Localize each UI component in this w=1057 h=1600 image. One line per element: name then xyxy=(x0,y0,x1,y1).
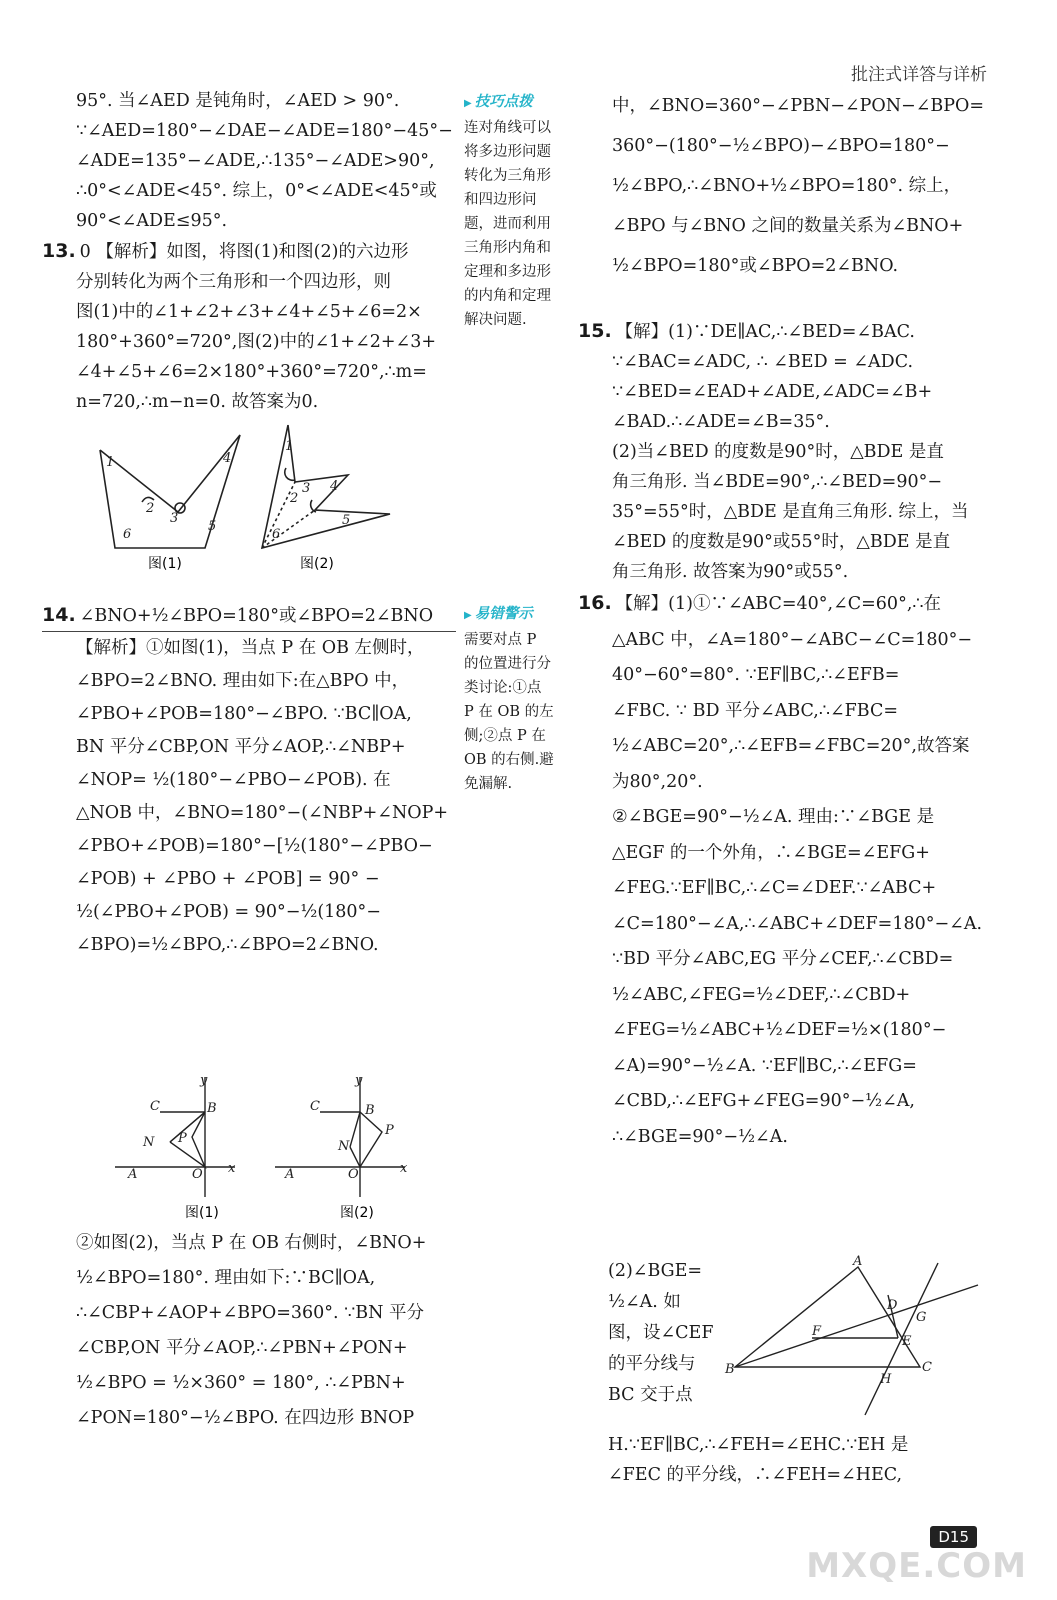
svg-text:O: O xyxy=(192,1167,203,1182)
text-line: ∴∠CBP+∠AOP+∠BPO=360°. ∵BN 平分 xyxy=(76,1303,425,1323)
text-line: ½∠BPO=180°或∠BPO=2∠BNO. xyxy=(612,256,899,276)
text-line: ∠4+∠5+∠6=2×180°+360°=720°,∴m= xyxy=(76,362,427,382)
svg-text:3: 3 xyxy=(302,481,311,496)
tip-title: ▶ 易错警示 xyxy=(464,602,576,628)
svg-text:B: B xyxy=(725,1362,735,1377)
text-line: 40°−60°=80°. ∵EF∥BC,∴∠EFB= xyxy=(612,665,900,685)
text-line: ∴0°<∠ADE<45°. 综上，0°<∠ADE<45°或 xyxy=(76,181,437,201)
tip-title: ▶ 技巧点拨 xyxy=(464,90,576,116)
text-line: ∠C=180°−∠A,∴∠ABC+∠DEF=180°−∠A. xyxy=(612,913,983,934)
tip-line: 三角形内角和 xyxy=(464,240,551,256)
text-line: 35°=55°时，△BDE 是直角三角形. 综上，当 xyxy=(612,502,969,522)
text-line: ∠CBP,ON 平分∠AOP,∴∠PBN+∠PON+ xyxy=(76,1338,408,1358)
text-line: ∠PON=180°−½∠BPO. 在四边形 BNOP xyxy=(76,1408,415,1428)
tip-line: P 在 OB 的左 xyxy=(464,704,554,720)
figure-caption: 图(1) xyxy=(148,556,182,572)
svg-text:D: D xyxy=(887,1298,898,1313)
tip-line: 定理和多边形 xyxy=(464,264,551,280)
tip-line: OB 的右侧.避 xyxy=(464,752,554,768)
text-line: 角三角形. 故答案为90°或55°. xyxy=(612,562,849,582)
svg-text:P: P xyxy=(178,1131,187,1146)
q16-part2 xyxy=(608,1256,718,1411)
svg-text:E: E xyxy=(902,1334,912,1349)
text-line: △ABC 中，∠A=180°−∠ABC−∠C=180°− xyxy=(612,629,973,650)
svg-text:P: P xyxy=(385,1123,394,1138)
text-line: ②∠BGE=90°−½∠A. 理由:∵∠BGE 是 xyxy=(612,807,935,827)
figure-caption: 图(2) xyxy=(300,556,334,572)
tip-line: 类讨论:①点 xyxy=(464,680,542,696)
text-line: ∵∠AED=180°−∠DAE−∠ADE=180°−45°− xyxy=(76,121,453,141)
hexagon-figure-1 xyxy=(100,435,240,548)
q13-block xyxy=(42,236,456,417)
svg-text:B: B xyxy=(207,1101,217,1116)
text-line: H.∵EF∥BC,∴∠FEH=∠EHC.∵EH 是 xyxy=(608,1435,909,1455)
svg-text:1: 1 xyxy=(106,455,115,470)
text-line: ∠BED 的度数是90°或55°时，△BDE 是直 xyxy=(612,532,951,552)
text-line: ∠FEG=½∠ABC+½∠DEF=½×(180°− xyxy=(612,1020,947,1040)
figure-caption: 图(1) xyxy=(185,1205,219,1221)
question-number: 16. xyxy=(578,592,612,614)
text-line: (2)∠BGE= xyxy=(608,1261,703,1281)
tip-line: 题，进而利用 xyxy=(464,216,551,232)
svg-text:N: N xyxy=(338,1139,350,1154)
svg-text:A: A xyxy=(285,1167,295,1182)
svg-text:5: 5 xyxy=(342,513,351,528)
svg-text:x: x xyxy=(400,1161,408,1176)
text-line: △EGF 的一个外角，∴∠BGE=∠EFG+ xyxy=(612,842,930,863)
text-line: ∠CBD,∴∠EFG+∠FEG=90°−½∠A, xyxy=(612,1091,915,1111)
text-line: 角三角形. 当∠BDE=90°,∴∠BED=90°− xyxy=(612,472,943,492)
q13-figures xyxy=(90,420,420,580)
text-line: 分别转化为两个三角形和一个四边形，则 xyxy=(76,272,391,292)
text-line: 中，∠BNO=360°−∠PBN−∠PON−∠BPO= xyxy=(612,96,985,116)
q14-figures xyxy=(110,1072,420,1222)
text-line: ②如图(2)，当点 P 在 OB 右侧时，∠BNO+ xyxy=(76,1233,427,1253)
tip-line: 侧;②点 P 在 xyxy=(464,728,546,744)
text-line: ∵BD 平分∠ABC,EG 平分∠CEF,∴∠CBD= xyxy=(612,949,954,969)
text-line: ½∠ABC,∠FEG=½∠DEF,∴∠CBD+ xyxy=(612,984,911,1005)
text-line: 【解】(1)∵DE∥AC,∴∠BED=∠BAC. xyxy=(615,322,915,342)
text-line: 图(1)中的∠1+∠2+∠3+∠4+∠5+∠6=2× xyxy=(76,302,422,322)
text-line: 95°. 当∠AED 是钝角时，∠AED > 90°. xyxy=(76,91,400,111)
svg-text:C: C xyxy=(922,1360,932,1375)
q14-continuation-right xyxy=(612,86,997,286)
text-line: ½∠A. 如 xyxy=(608,1292,681,1312)
text-line: ∠FEC 的平分线，∴∠FEH=∠HEC, xyxy=(608,1465,903,1485)
text-line: ½∠BPO,∴∠BNO+½∠BPO=180°. 综上， xyxy=(612,176,962,196)
q16-block xyxy=(578,586,998,1155)
svg-text:A: A xyxy=(128,1167,138,1182)
running-header: 批注式详答与详析 xyxy=(851,65,987,85)
text-line: 180°+360°=720°,图(2)中的∠1+∠2+∠3+ xyxy=(76,332,437,352)
text-line: ½∠BPO = ½×360° = 180°, ∴∠PBN+ xyxy=(76,1373,406,1393)
figure-caption: 图(2) xyxy=(340,1205,374,1221)
left-column xyxy=(76,86,456,236)
tip-line: 将多边形问题 xyxy=(464,144,551,160)
text-line: ½(∠PBO+∠POB) = 90°−½(180°− xyxy=(76,902,381,922)
text-line: ∠BPO 与∠BNO 之间的数量关系为∠BNO+ xyxy=(612,216,964,236)
text-line: BC 交于点 xyxy=(608,1385,693,1405)
text-line: (2)当∠BED 的度数是90°时，△BDE 是直 xyxy=(612,442,944,462)
svg-text:3: 3 xyxy=(170,511,179,526)
text-line: ∠BAD.∴∠ADE=∠B=35°. xyxy=(612,412,830,432)
text-line: ∠FBC. ∵ BD 平分∠ABC,∴∠FBC= xyxy=(612,700,899,721)
svg-text:2: 2 xyxy=(290,491,299,506)
tip-line: 解决问题. xyxy=(464,312,527,328)
svg-text:5: 5 xyxy=(208,519,217,534)
text-line: 360°−(180°−½∠BPO)−∠BPO=180°− xyxy=(612,136,950,156)
svg-text:A: A xyxy=(853,1255,863,1269)
svg-text:6: 6 xyxy=(123,527,132,542)
text-line: ∠ADE=135°−∠ADE,∴135°−∠ADE>90°, xyxy=(76,151,435,171)
tip-line: 的位置进行分 xyxy=(464,656,551,672)
svg-text:G: G xyxy=(916,1310,927,1325)
text-line: ∠NOP= ½(180°−∠PBO−∠POB). 在 xyxy=(76,770,391,790)
text-line: ∴∠BGE=90°−½∠A. xyxy=(612,1126,788,1147)
q12-continuation xyxy=(76,86,456,236)
svg-text:F: F xyxy=(812,1324,822,1339)
svg-text:y: y xyxy=(200,1073,208,1088)
text-line: ∠PBO+∠POB)=180°−[½(180°−∠PBO− xyxy=(76,836,433,856)
text-line: 90°<∠ADE≤95°. xyxy=(76,211,228,231)
text-line: 为80°,20°. xyxy=(612,771,703,792)
text-line: ∠A)=90°−½∠A. ∵EF∥BC,∴∠EFG= xyxy=(612,1055,917,1076)
question-number: 14. xyxy=(42,604,76,626)
text-line: ∠POB) + ∠PBO + ∠POB] = 90° − xyxy=(76,869,380,889)
svg-text:y: y xyxy=(355,1073,363,1088)
tip-line: 的内角和定理 xyxy=(464,288,551,304)
text-line: 0 【解析】如图，将图(1)和图(2)的六边形 xyxy=(79,242,409,262)
text-line: 【解】(1)①∵∠ABC=40°,∠C=60°,∴在 xyxy=(615,594,942,614)
tip-line: 连对角线可以 xyxy=(464,120,551,136)
text-line: ∠PBO+∠POB=180°−∠BPO. ∵BC∥OA, xyxy=(76,704,412,724)
text-line: n=720,∴m−n=0. 故答案为0. xyxy=(76,392,319,412)
svg-text:O: O xyxy=(348,1167,359,1182)
svg-text:4: 4 xyxy=(330,479,339,494)
q14-part2 xyxy=(76,1226,456,1436)
text-line: ∠BPO)=½∠BPO,∴∠BPO=2∠BNO. xyxy=(76,935,379,955)
svg-text:x: x xyxy=(228,1161,236,1176)
question-number: 13. xyxy=(42,240,76,262)
svg-text:B: B xyxy=(365,1103,375,1118)
q15-block xyxy=(578,316,998,587)
tip-box-2 xyxy=(464,602,576,796)
text-line: △NOB 中，∠BNO=180°−(∠NBP+∠NOP+ xyxy=(76,803,449,823)
text-line: ½∠BPO=180°. 理由如下:∵BC∥OA, xyxy=(76,1268,376,1288)
hexagon-figure-2 xyxy=(262,425,390,548)
svg-text:2: 2 xyxy=(146,501,155,516)
svg-text:6: 6 xyxy=(272,527,281,542)
text-line: ∵∠BED=∠EAD+∠ADE,∠ADC=∠B+ xyxy=(612,382,933,402)
svg-text:N: N xyxy=(143,1135,155,1150)
svg-text:C: C xyxy=(310,1099,320,1114)
text-line: BN 平分∠CBP,ON 平分∠AOP,∴∠NBP+ xyxy=(76,737,406,757)
q16-triangle-figure xyxy=(720,1255,990,1420)
question-number: 15. xyxy=(578,320,612,342)
tip-box-1 xyxy=(464,90,576,332)
tip-line: 免漏解. xyxy=(464,776,513,792)
svg-text:H: H xyxy=(880,1372,892,1387)
text-line: 图，设∠CEF xyxy=(608,1323,714,1343)
svg-text:1: 1 xyxy=(285,439,294,454)
tip-line: 需要对点 P xyxy=(464,632,537,648)
text-line: ∠BPO=2∠BNO. 理由如下:在△BPO 中， xyxy=(76,671,410,691)
tip-line: 转化为三角形 xyxy=(464,168,551,184)
answer: ∠BNO+½∠BPO=180°或∠BPO=2∠BNO xyxy=(79,606,434,626)
svg-text:C: C xyxy=(150,1099,160,1114)
watermark: MXQE.COM xyxy=(806,1546,1027,1586)
q16-tail xyxy=(608,1430,998,1490)
text-line: ∠FEG.∵EF∥BC,∴∠C=∠DEF.∵∠ABC+ xyxy=(612,878,937,898)
text-line: 【解析】①如图(1)，当点 P 在 OB 左侧时， xyxy=(76,638,425,658)
page-number: D15 xyxy=(930,1526,977,1548)
text-line: ½∠ABC=20°,∴∠EFB=∠FBC=20°,故答案 xyxy=(612,736,970,756)
text-line: ∵∠BAC=∠ADC, ∴ ∠BED = ∠ADC. xyxy=(612,352,914,372)
text-line: 的平分线与 xyxy=(608,1354,696,1374)
q14-block xyxy=(42,600,456,962)
svg-text:4: 4 xyxy=(223,451,232,466)
tip-line: 和四边形问 xyxy=(464,192,537,208)
